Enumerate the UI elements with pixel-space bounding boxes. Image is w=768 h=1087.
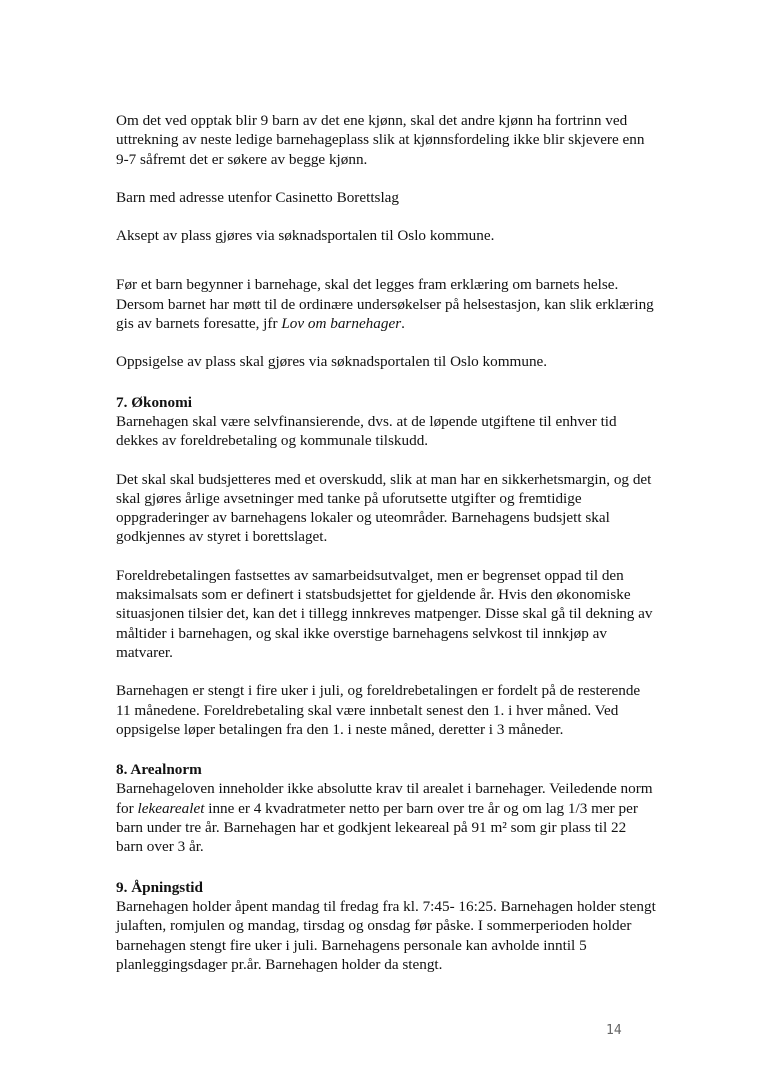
page-number: 14 <box>606 1023 622 1038</box>
termination-paragraph: Oppsigelse av plass skal gjøres via søknadsportalen til Oslo kommune. <box>116 353 548 371</box>
economy-paragraph-1: Barnehagen skal være selvfinansierende, dvs. at de løpende utgiftene til enhver tid dekkes av foreldrebetaling og kommunale tilskudd. <box>116 412 617 450</box>
opening-hours-paragraph: Barnehagen holder åpent mandag til fredag fra kl. 7:45- 16:25. Barnehagen holder stengt julaften, romjulen og mandag, tirsdag og onsdag før påske. I sommerperioden holder barnehagen stengt fire uker i juli. Barnehagens personale kan avholde inntil 5 planleggingsdager pr.år. Barnehagen holder da stengt. <box>116 897 656 973</box>
law-reference: Lov om barnehager <box>281 315 402 333</box>
economy-paragraph-2: Det skal skal budsjetteres med et overskudd, slik at man har en sikkerhetsmargin, og det skal gjøres årlige avsetninger med tanke på uforutsette utgifter og fremtidige oppgraderinger av barnehagens lokaler og uteområder. Barnehagens budsjett skal godkjennes av styret i borettslaget. <box>116 470 652 546</box>
play-area-term: lekearealet <box>137 799 205 817</box>
section-heading-opening-hours: 9. Åpningstid <box>116 878 203 896</box>
gender-distribution-paragraph: Om det ved opptak blir 9 barn av det ene kjønn, skal det andre kjønn ha fortrinn ved uttrekning av neste ledige barnehageplass slik at kjønnsfordeling ikke blir skjevere enn 9-7 såfremt det er søkere av begge kjønn. <box>116 112 645 168</box>
address-paragraph: Barn med adresse utenfor Casinetto Borettslag <box>116 188 400 206</box>
acceptance-paragraph: Aksept av plass gjøres via søknadsportalen til Oslo kommune. <box>116 227 495 245</box>
health-declaration-paragraph: Før et barn begynner i barnehage, skal det legges fram erklæring om barnets helse. Dersom barnet har møtt til de ordinære undersøkelser på helsestasjon, kan slik erklæring gis av barnets foresatte, jfr Lov om barnehager. <box>116 276 654 333</box>
section-heading-area-norm: 8. Arealnorm <box>116 761 202 779</box>
economy-paragraph-4: Barnehagen er stengt i fire uker i juli, og foreldrebetalingen er fordelt på de resterende 11 månedene. Foreldrebetaling skal være innbetalt senest den 1. i hver måned. Ved oppsigelse løper betalingen fra den 1. i neste måned, deretter i 3 måneder. <box>116 682 641 738</box>
document-body <box>116 111 656 974</box>
economy-paragraph-3: Foreldrebetalingen fastsettes av samarbeidsutvalget, men er begrenset oppad til den maksimalsats som er definert i statsbudsjettet for gjeldende år. Hvis den økonomiske situasjonen tilsier det, kan det i tillegg innkreves matpenger. Disse skal gå til dekning av måltider i barnehagen, og skal ikke overstige barnehagens selvkost til innkjøp av matvarer. <box>116 566 653 661</box>
section-heading-economy: 7. Økonomi <box>116 393 192 411</box>
area-norm-paragraph: Barnehageloven inneholder ikke absolutte krav til arealet i barnehager. Veiledende norm for lekearealet inne er 4 kvadratmeter netto per barn over tre år og om lag 1/3 mer per barn under tre år. Barnehagen har et godkjent lekeareal på 91 m² som gir plass til 22 barn over 3 år. <box>116 780 653 856</box>
